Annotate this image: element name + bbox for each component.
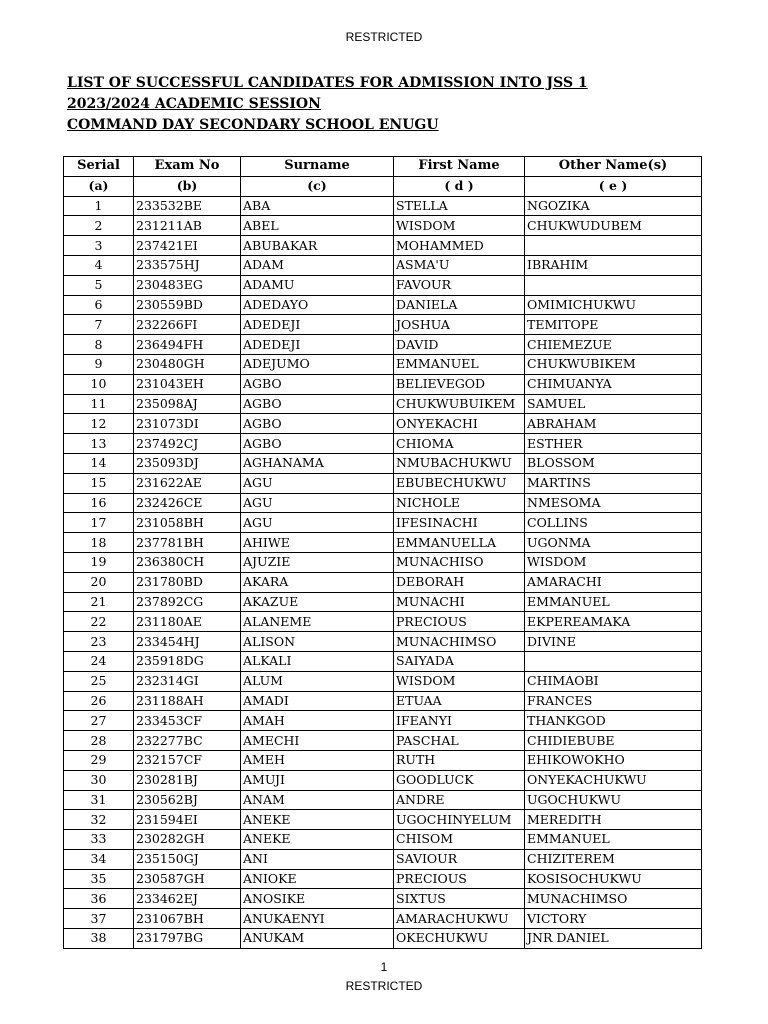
cell-first-name: CHISOM <box>394 830 525 850</box>
cell-other-names: EMMANUEL <box>525 830 702 850</box>
cell-surname: AHIWE <box>241 533 394 553</box>
title-line-3: COMMAND DAY SECONDARY SCHOOL ENUGU <box>67 117 439 133</box>
cell-other-names: UGOCHUKWU <box>525 790 702 810</box>
cell-other-names: OMIMICHUKWU <box>525 295 702 315</box>
cell-surname: ANI <box>241 849 394 869</box>
cell-surname: AGHANAMA <box>241 453 394 473</box>
page-number: 1 <box>380 960 388 974</box>
cell-surname: ADAMU <box>241 275 394 295</box>
cell-serial: 27 <box>64 711 134 731</box>
cell-surname: ALANEME <box>241 612 394 632</box>
table-row <box>64 632 702 652</box>
cell-surname: AGBO <box>241 374 394 394</box>
cell-surname: ABA <box>241 196 394 216</box>
cell-serial: 11 <box>64 394 134 414</box>
cell-surname: AMECHI <box>241 731 394 751</box>
cell-surname: ANOSIKE <box>241 889 394 909</box>
cell-first-name: WISDOM <box>394 216 525 236</box>
cell-first-name: GOODLUCK <box>394 770 525 790</box>
cell-first-name: STELLA <box>394 196 525 216</box>
cell-exam-no: 232266FI <box>134 315 241 335</box>
cell-surname: ALISON <box>241 632 394 652</box>
cell-exam-no: 237421EI <box>134 236 241 256</box>
cell-serial: 14 <box>64 453 134 473</box>
table-row <box>64 374 702 394</box>
cell-surname: ANEKE <box>241 810 394 830</box>
table-row <box>64 711 702 731</box>
cell-first-name: PASCHAL <box>394 731 525 751</box>
cell-serial: 17 <box>64 513 134 533</box>
table-row <box>64 533 702 553</box>
cell-serial: 12 <box>64 414 134 434</box>
cell-other-names: ONYEKACHUKWU <box>525 770 702 790</box>
cell-other-names: AMARACHI <box>525 572 702 592</box>
cell-serial: 7 <box>64 315 134 335</box>
table-row <box>64 671 702 691</box>
cell-exam-no: 231780BD <box>134 572 241 592</box>
cell-first-name: ANDRE <box>394 790 525 810</box>
cell-first-name: DAVID <box>394 335 525 355</box>
header-surname: Surname <box>241 157 394 177</box>
table-row <box>64 434 702 454</box>
cell-first-name: CHIOMA <box>394 434 525 454</box>
cell-first-name: SAIYADA <box>394 651 525 671</box>
table-body <box>64 196 702 948</box>
table-row <box>64 651 702 671</box>
cell-exam-no: 237892CG <box>134 592 241 612</box>
cell-serial: 22 <box>64 612 134 632</box>
table-row <box>64 909 702 929</box>
table-row <box>64 275 702 295</box>
table-row <box>64 394 702 414</box>
cell-serial: 25 <box>64 671 134 691</box>
cell-exam-no: 230559BD <box>134 295 241 315</box>
table-row <box>64 295 702 315</box>
cell-first-name: DANIELA <box>394 295 525 315</box>
cell-exam-no: 232277BC <box>134 731 241 751</box>
table-row <box>64 513 702 533</box>
cell-surname: AGBO <box>241 414 394 434</box>
cell-first-name: PRECIOUS <box>394 612 525 632</box>
cell-serial: 35 <box>64 869 134 889</box>
cell-other-names: MEREDITH <box>525 810 702 830</box>
cell-surname: ABEL <box>241 216 394 236</box>
cell-surname: ANIOKE <box>241 869 394 889</box>
cell-surname: ALKALI <box>241 651 394 671</box>
table-row <box>64 750 702 770</box>
cell-exam-no: 233453CF <box>134 711 241 731</box>
cell-other-names: CHIEMEZUE <box>525 335 702 355</box>
cell-serial: 32 <box>64 810 134 830</box>
cell-exam-no: 231797BG <box>134 929 241 949</box>
table-row <box>64 354 702 374</box>
table-row <box>64 790 702 810</box>
cell-other-names: CHIMUANYA <box>525 374 702 394</box>
cell-first-name: ETUAA <box>394 691 525 711</box>
cell-exam-no: 231058BH <box>134 513 241 533</box>
cell-other-names <box>525 275 702 295</box>
cell-serial: 9 <box>64 354 134 374</box>
cell-first-name: EMMANUEL <box>394 354 525 374</box>
cell-serial: 1 <box>64 196 134 216</box>
title-line-2: 2023/2024 ACADEMIC SESSION <box>67 96 321 112</box>
cell-serial: 15 <box>64 473 134 493</box>
cell-exam-no: 232314GI <box>134 671 241 691</box>
cell-exam-no: 231043EH <box>134 374 241 394</box>
cell-first-name: ASMA'U <box>394 255 525 275</box>
table-row <box>64 869 702 889</box>
cell-exam-no: 230562BJ <box>134 790 241 810</box>
table-row <box>64 572 702 592</box>
cell-surname: ANUKAENYI <box>241 909 394 929</box>
cell-first-name: MUNACHI <box>394 592 525 612</box>
cell-first-name: SIXTUS <box>394 889 525 909</box>
table-row <box>64 770 702 790</box>
cell-surname: ADEDEJI <box>241 335 394 355</box>
cell-surname: ADEJUMO <box>241 354 394 374</box>
cell-serial: 19 <box>64 552 134 572</box>
table-row <box>64 335 702 355</box>
cell-first-name: MOHAMMED <box>394 236 525 256</box>
table-row <box>64 929 702 949</box>
cell-exam-no: 235150GJ <box>134 849 241 869</box>
cell-surname: ANAM <box>241 790 394 810</box>
cell-serial: 34 <box>64 849 134 869</box>
cell-other-names: KOSISOCHUKWU <box>525 869 702 889</box>
cell-serial: 37 <box>64 909 134 929</box>
cell-exam-no: 230281BJ <box>134 770 241 790</box>
cell-other-names: NGOZIKA <box>525 196 702 216</box>
cell-first-name: CHUKWUBUIKEM <box>394 394 525 414</box>
cell-first-name: SAVIOUR <box>394 849 525 869</box>
header-other-names: Other Name(s) <box>525 157 702 177</box>
cell-exam-no: 231180AE <box>134 612 241 632</box>
table-row <box>64 889 702 909</box>
cell-other-names <box>525 236 702 256</box>
cell-exam-no: 231622AE <box>134 473 241 493</box>
table-row <box>64 236 702 256</box>
cell-surname: AGBO <box>241 434 394 454</box>
cell-serial: 5 <box>64 275 134 295</box>
cell-exam-no: 233575HJ <box>134 255 241 275</box>
table-row <box>64 414 702 434</box>
table-row <box>64 731 702 751</box>
cell-serial: 10 <box>64 374 134 394</box>
cell-first-name: NICHOLE <box>394 493 525 513</box>
cell-exam-no: 231211AB <box>134 216 241 236</box>
table-row <box>64 849 702 869</box>
cell-other-names: FRANCES <box>525 691 702 711</box>
cell-first-name: MUNACHIMSO <box>394 632 525 652</box>
table-row <box>64 473 702 493</box>
letter-b: (b) <box>134 176 241 196</box>
cell-exam-no: 230587GH <box>134 869 241 889</box>
cell-serial: 2 <box>64 216 134 236</box>
cell-exam-no: 236494FH <box>134 335 241 355</box>
cell-first-name: ONYEKACHI <box>394 414 525 434</box>
cell-other-names: BLOSSOM <box>525 453 702 473</box>
cell-other-names: COLLINS <box>525 513 702 533</box>
cell-serial: 26 <box>64 691 134 711</box>
cell-other-names: MUNACHIMSO <box>525 889 702 909</box>
cell-surname: AMAH <box>241 711 394 731</box>
cell-serial: 4 <box>64 255 134 275</box>
cell-other-names: THANKGOD <box>525 711 702 731</box>
cell-first-name: NMUBACHUKWU <box>394 453 525 473</box>
letter-d: ( d ) <box>394 176 525 196</box>
cell-serial: 36 <box>64 889 134 909</box>
cell-serial: 29 <box>64 750 134 770</box>
cell-other-names: NMESOMA <box>525 493 702 513</box>
cell-first-name: BELIEVEGOD <box>394 374 525 394</box>
cell-exam-no: 230282GH <box>134 830 241 850</box>
header-serial: Serial <box>64 157 134 177</box>
cell-other-names: EHIKOWOKHO <box>525 750 702 770</box>
cell-serial: 8 <box>64 335 134 355</box>
cell-surname: ALUM <box>241 671 394 691</box>
cell-serial: 31 <box>64 790 134 810</box>
cell-first-name: AMARACHUKWU <box>394 909 525 929</box>
title-line-1: LIST OF SUCCESSFUL CANDIDATES FOR ADMISSION INTO JSS 1 <box>67 75 588 91</box>
cell-exam-no: 230483EG <box>134 275 241 295</box>
cell-surname: ADAM <box>241 255 394 275</box>
cell-surname: AKARA <box>241 572 394 592</box>
cell-serial: 6 <box>64 295 134 315</box>
cell-first-name: EMMANUELLA <box>394 533 525 553</box>
cell-serial: 18 <box>64 533 134 553</box>
cell-surname: ABUBAKAR <box>241 236 394 256</box>
table-row <box>64 493 702 513</box>
cell-exam-no: 232157CF <box>134 750 241 770</box>
cell-exam-no: 231188AH <box>134 691 241 711</box>
cell-other-names: JNR DANIEL <box>525 929 702 949</box>
cell-serial: 21 <box>64 592 134 612</box>
cell-exam-no: 231067BH <box>134 909 241 929</box>
cell-other-names: MARTINS <box>525 473 702 493</box>
cell-serial: 16 <box>64 493 134 513</box>
cell-serial: 28 <box>64 731 134 751</box>
cell-other-names: ABRAHAM <box>525 414 702 434</box>
cell-other-names: WISDOM <box>525 552 702 572</box>
cell-first-name: UGOCHINYELUM <box>394 810 525 830</box>
cell-surname: ADEDEJI <box>241 315 394 335</box>
cell-surname: AGBO <box>241 394 394 414</box>
cell-serial: 30 <box>64 770 134 790</box>
table-row <box>64 216 702 236</box>
security-marking-bottom: RESTRICTED <box>345 979 423 993</box>
table-row <box>64 691 702 711</box>
cell-first-name: EBUBECHUKWU <box>394 473 525 493</box>
cell-exam-no: 231594EI <box>134 810 241 830</box>
cell-surname: AGU <box>241 513 394 533</box>
cell-first-name: RUTH <box>394 750 525 770</box>
cell-exam-no: 235918DG <box>134 651 241 671</box>
cell-other-names: CHIDIEBUBE <box>525 731 702 751</box>
table-row <box>64 810 702 830</box>
cell-other-names <box>525 651 702 671</box>
cell-other-names: VICTORY <box>525 909 702 929</box>
cell-other-names: TEMITOPE <box>525 315 702 335</box>
table-row <box>64 453 702 473</box>
table-row <box>64 830 702 850</box>
cell-surname: AMUJI <box>241 770 394 790</box>
cell-exam-no: 236380CH <box>134 552 241 572</box>
letter-c: (c) <box>241 176 394 196</box>
cell-exam-no: 230480GH <box>134 354 241 374</box>
table-row <box>64 552 702 572</box>
cell-exam-no: 232426CE <box>134 493 241 513</box>
cell-surname: AJUZIE <box>241 552 394 572</box>
cell-first-name: DEBORAH <box>394 572 525 592</box>
cell-first-name: WISDOM <box>394 671 525 691</box>
cell-first-name: JOSHUA <box>394 315 525 335</box>
cell-other-names: UGONMA <box>525 533 702 553</box>
table-row <box>64 196 702 216</box>
cell-serial: 33 <box>64 830 134 850</box>
cell-surname: ANUKAM <box>241 929 394 949</box>
cell-serial: 20 <box>64 572 134 592</box>
cell-surname: AKAZUE <box>241 592 394 612</box>
candidates-table <box>63 156 702 949</box>
cell-other-names: CHUKWUDUBEM <box>525 216 702 236</box>
cell-serial: 13 <box>64 434 134 454</box>
cell-serial: 3 <box>64 236 134 256</box>
cell-surname: ANEKE <box>241 830 394 850</box>
cell-serial: 24 <box>64 651 134 671</box>
cell-surname: AMADI <box>241 691 394 711</box>
cell-exam-no: 237781BH <box>134 533 241 553</box>
letter-e: ( e ) <box>525 176 702 196</box>
cell-first-name: IFESINACHI <box>394 513 525 533</box>
cell-surname: ADEDAYO <box>241 295 394 315</box>
cell-exam-no: 231073DI <box>134 414 241 434</box>
cell-serial: 23 <box>64 632 134 652</box>
cell-surname: AGU <box>241 493 394 513</box>
header-first-name: First Name <box>394 157 525 177</box>
cell-exam-no: 235093DJ <box>134 453 241 473</box>
cell-exam-no: 237492CJ <box>134 434 241 454</box>
table-row <box>64 592 702 612</box>
cell-other-names: EMMANUEL <box>525 592 702 612</box>
cell-other-names: IBRAHIM <box>525 255 702 275</box>
header-exam-no: Exam No <box>134 157 241 177</box>
security-marking-top: RESTRICTED <box>345 30 423 44</box>
cell-surname: AGU <box>241 473 394 493</box>
cell-exam-no: 233532BE <box>134 196 241 216</box>
cell-exam-no: 235098AJ <box>134 394 241 414</box>
cell-exam-no: 233462EJ <box>134 889 241 909</box>
cell-first-name: PRECIOUS <box>394 869 525 889</box>
cell-serial: 38 <box>64 929 134 949</box>
table-row <box>64 612 702 632</box>
table-letter-row <box>64 176 702 196</box>
cell-other-names: CHIMAOBI <box>525 671 702 691</box>
table-header-row <box>64 157 702 177</box>
cell-first-name: FAVOUR <box>394 275 525 295</box>
document-titles <box>67 73 588 136</box>
cell-first-name: MUNACHISO <box>394 552 525 572</box>
cell-first-name: OKECHUKWU <box>394 929 525 949</box>
cell-first-name: IFEANYI <box>394 711 525 731</box>
cell-other-names: CHIZITEREM <box>525 849 702 869</box>
cell-surname: AMEH <box>241 750 394 770</box>
cell-other-names: SAMUEL <box>525 394 702 414</box>
cell-other-names: DIVINE <box>525 632 702 652</box>
cell-other-names: EKPEREAMAKA <box>525 612 702 632</box>
letter-a: (a) <box>64 176 134 196</box>
cell-other-names: CHUKWUBIKEM <box>525 354 702 374</box>
cell-other-names: ESTHER <box>525 434 702 454</box>
cell-exam-no: 233454HJ <box>134 632 241 652</box>
table-row <box>64 315 702 335</box>
table-row <box>64 255 702 275</box>
